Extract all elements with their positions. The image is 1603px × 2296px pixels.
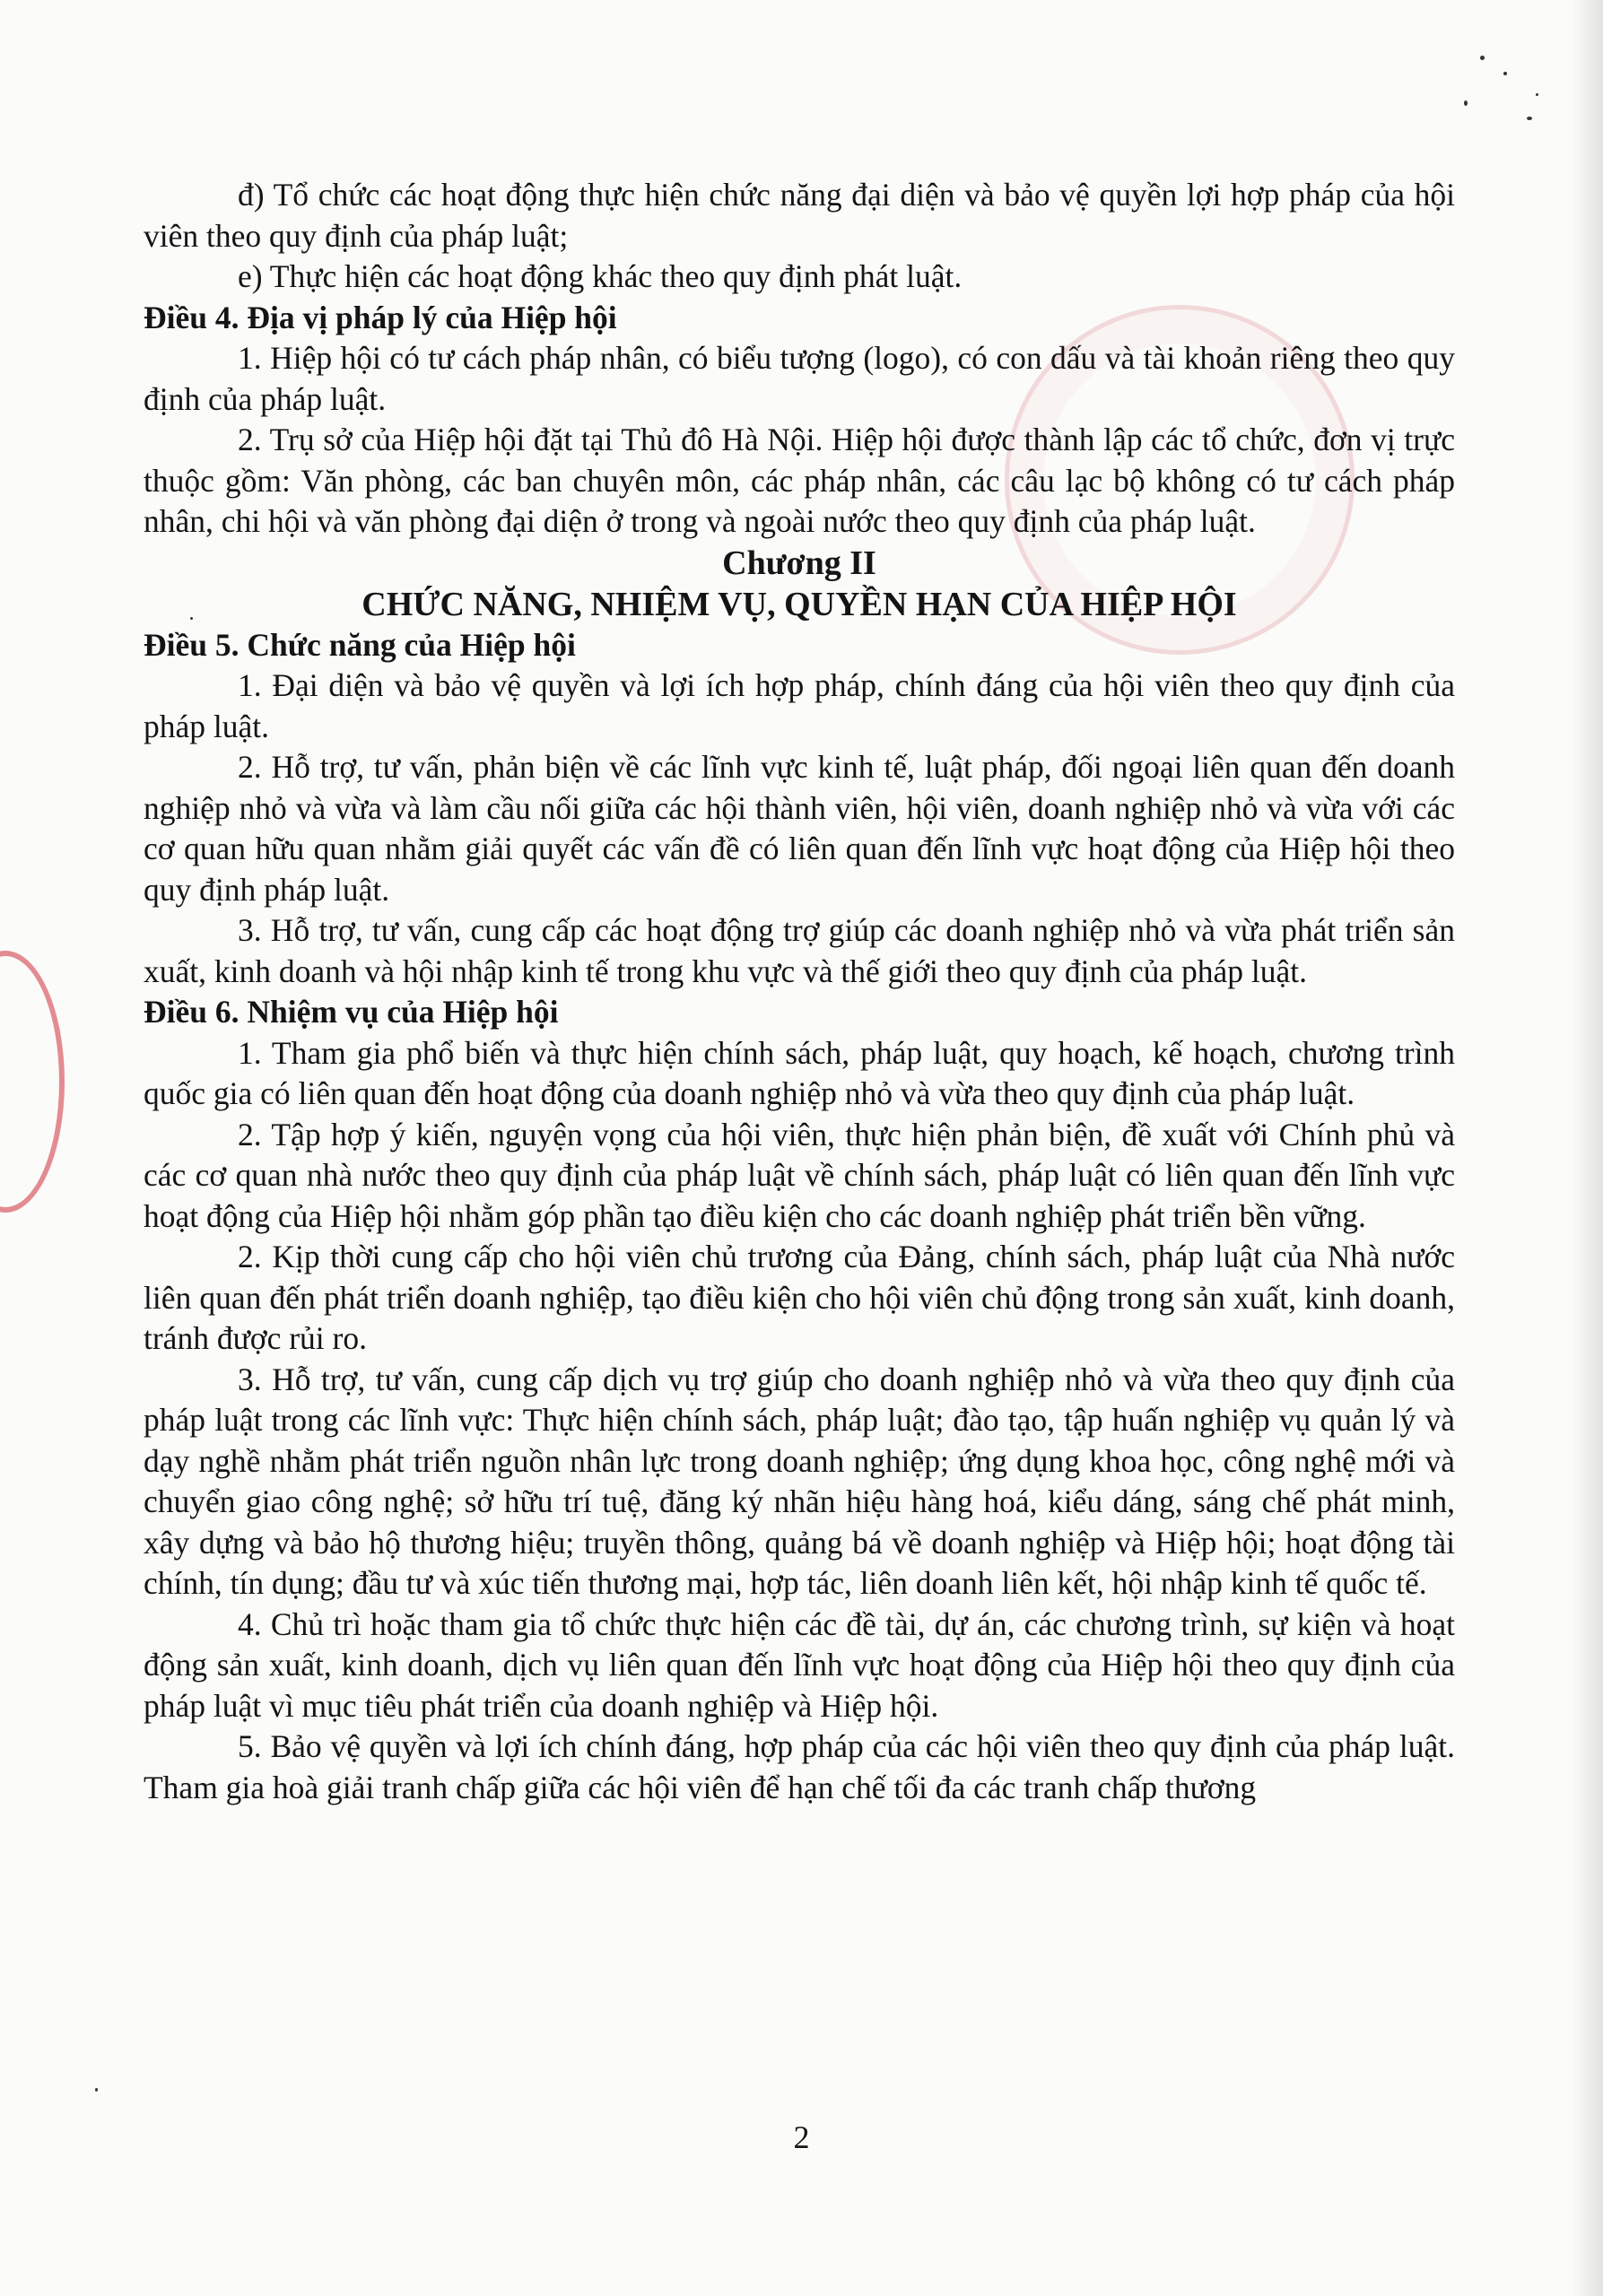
- article-6-clause-1: 1. Tham gia phổ biến và thực hiện chính sách, pháp luật, quy hoạch, kế hoạch, chương trình quốc gia có liên quan đến hoạt động của doanh nghiệp nhỏ và vừa theo quy định của pháp luật.: [144, 1034, 1455, 1111]
- article-6-clause-4: 4. Chủ trì hoặc tham gia tổ chức thực hiện các đề tài, dự án, các chương trình, sự kiện và hoạt động sản xuất, kinh doanh, dịch vụ liên quan đến lĩnh vực hoạt động của Hiệp hội theo quy định của pháp luật vì mục tiêu phát triển của doanh nghiệp và Hiệp hội.: [144, 1605, 1455, 1724]
- article-6-clause-3: 3. Hỗ trợ, tư vấn, cung cấp dịch vụ trợ giúp cho doanh nghiệp nhỏ và vừa theo quy định của pháp luật trong các lĩnh vực: Thực hiện chính sách, pháp luật; đào tạo, tập huấn nghiệp vụ quản lý và dạy nghề nhằm phát triển nguồn nhân lực trong doanh nghiệp; ứng dụng khoa học, công nghệ mới và chuyển giao công nghệ; sở hữu trí tuệ, đăng ký nhãn hiệu hàng hoá, kiểu dáng, sáng chế phát minh, xây dựng và bảo hộ thương hiệu; truyền thông, quảng bá về doanh nghiệp và Hiệp hội; hoạt động tài chính, tín dụng; đầu tư và xúc tiến thương mại, hợp tác, liên doanh liên kết, hội nhập kinh tế quốc tế.: [144, 1361, 1455, 1601]
- article-4-heading: Điều 4. Địa vị pháp lý của Hiệp hội: [144, 299, 617, 335]
- scan-speck: [1503, 72, 1507, 75]
- article-6-clause-5: 5. Bảo vệ quyền và lợi ích chính đáng, hợp pháp của các hội viên theo quy định của pháp luật. Tham gia hoà giải tranh chấp giữa các hội viên để hạn chế tối đa các tranh chấp thương: [144, 1728, 1455, 1805]
- article-5-heading: Điều 5. Chức năng của Hiệp hội: [144, 626, 576, 663]
- article-5-clause-1: 1. Đại diện và bảo vệ quyền và lợi ích hợp pháp, chính đáng của hội viên theo quy định của pháp luật.: [144, 667, 1455, 744]
- page-number: 2: [793, 2119, 810, 2155]
- paragraph-d: đ) Tổ chức các hoạt động thực hiện chức năng đại diện và bảo vệ quyền lợi hợp pháp của hội viên theo quy định của pháp luật;: [144, 177, 1455, 254]
- article-5-clause-3: 3. Hỗ trợ, tư vấn, cung cấp các hoạt động trợ giúp các doanh nghiệp nhỏ và vừa phát triển sản xuất, kinh doanh và hội nhập kinh tế trong khu vực và thế giới theo quy định của pháp luật.: [144, 912, 1455, 989]
- article-4-clause-2: 2. Trụ sở của Hiệp hội đặt tại Thủ đô Hà Nội. Hiệp hội được thành lập các tổ chức, đơn vị trực thuộc gồm: Văn phòng, các ban chuyên môn, các pháp nhân, các câu lạc bộ không có tư cách pháp nhân, chi hội và văn phòng đại diện ở trong và ngoài nước theo quy định của pháp luật.: [144, 422, 1455, 539]
- scan-speck: [1527, 117, 1532, 120]
- article-5-clause-2: 2. Hỗ trợ, tư vấn, phản biện về các lĩnh vực kinh tế, luật pháp, đối ngoại liên quan đến doanh nghiệp nhỏ và vừa và làm cầu nối giữa các hội thành viên, hội viên, doanh nghiệp nhỏ và vừa với các cơ quan hữu quan nhằm giải quyết các vấn đề có liên quan đến lĩnh vực hoạt động của Hiệp hội theo quy định pháp luật.: [144, 749, 1455, 908]
- article-6-heading: Điều 6. Nhiệm vụ của Hiệp hội: [144, 994, 559, 1030]
- document-body: [144, 175, 1455, 1808]
- article-6-clause-2: 2. Tập hợp ý kiến, nguyện vọng của hội viên, thực hiện phản biện, đề xuất với Chính phủ và các cơ quan nhà nước theo quy định của pháp luật về chính sách, pháp luật có liên quan đến lĩnh vực hoạt động của Hiệp hội nhằm góp phần tạo điều kiện cho các doanh nghiệp phát triển bền vững.: [144, 1116, 1455, 1234]
- article-4-clause-1: 1. Hiệp hội có tư cách pháp nhân, có biểu tượng (logo), có con dấu và tài khoản riêng theo quy định của pháp luật.: [144, 340, 1455, 417]
- chapter-number: Chương II: [722, 544, 876, 582]
- paragraph-e: e) Thực hiện các hoạt động khác theo quy định phát luật.: [238, 258, 963, 294]
- margin-seal-stamp: [0, 951, 65, 1213]
- article-6-clause-2b: 2. Kịp thời cung cấp cho hội viên chủ trương của Đảng, chính sách, pháp luật của Nhà nước liên quan đến phát triển doanh nghiệp, tạo điều kiện cho hội viên chủ động trong sản xuất, kinh doanh, tránh được rủi ro.: [144, 1239, 1455, 1356]
- chapter-title: CHỨC NĂNG, NHIỆM VỤ, QUYỀN HẠN CỦA HIỆP HỘI: [362, 585, 1237, 623]
- scan-speck: [1464, 100, 1468, 106]
- scan-speck: [95, 2088, 98, 2092]
- scan-speck: [1536, 93, 1538, 96]
- scan-speck: [1480, 56, 1485, 60]
